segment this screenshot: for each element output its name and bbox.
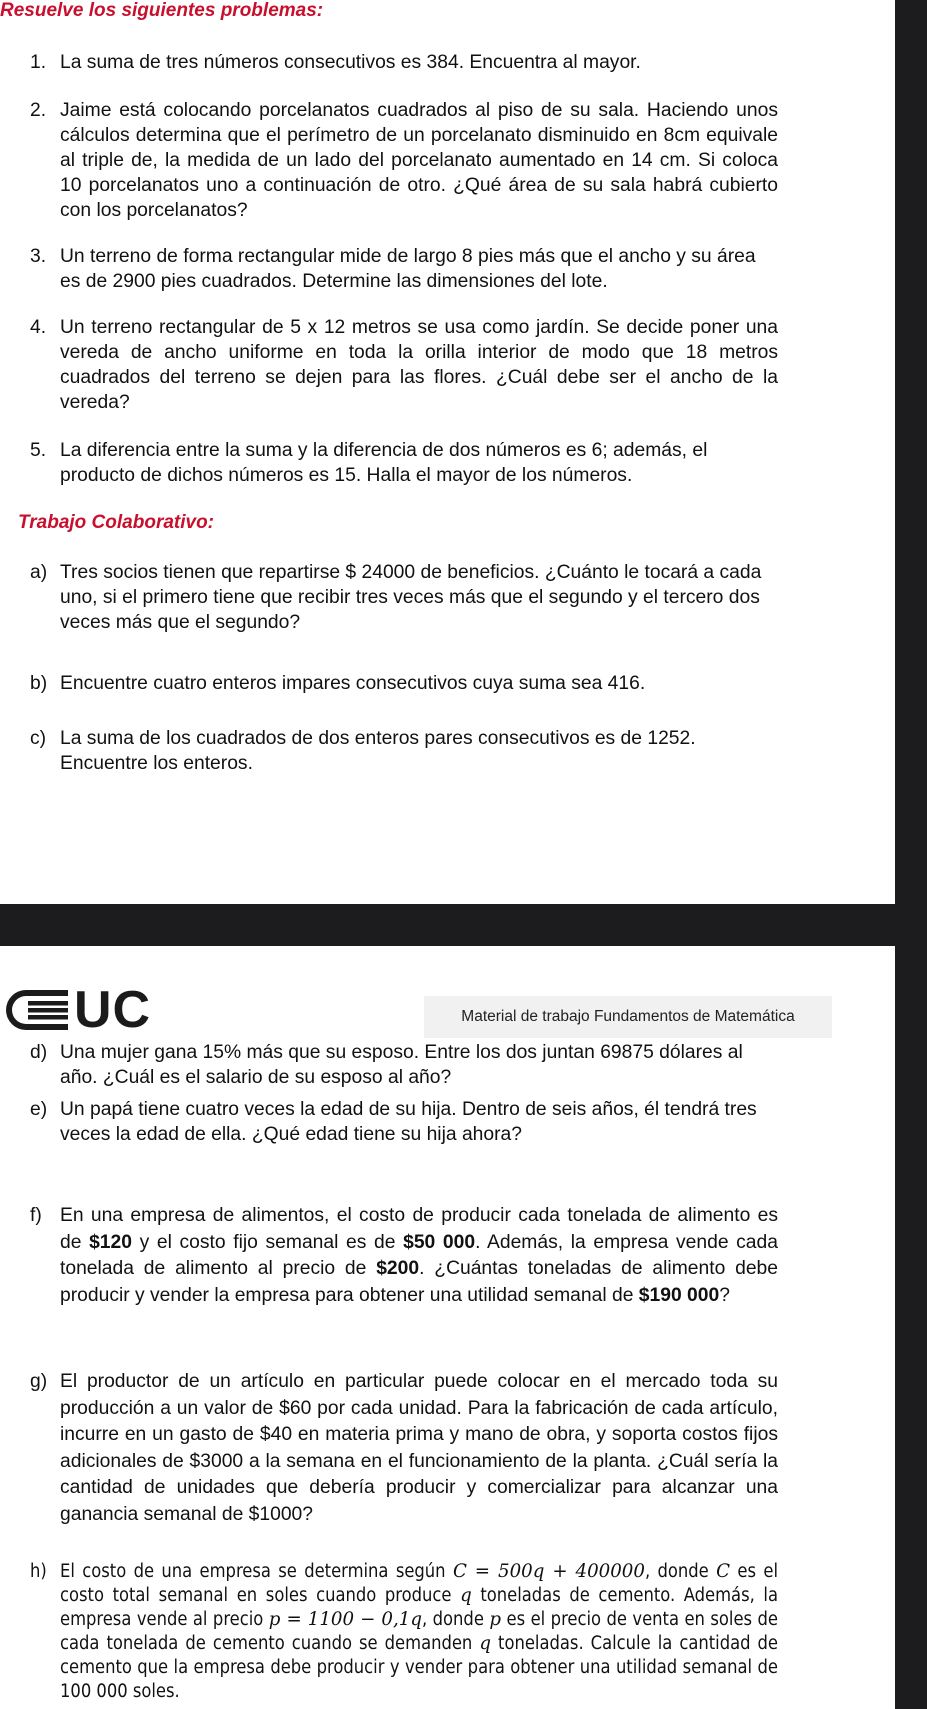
problem-text: El productor de un artículo en particular puede colocar en el mercado toda su producción a un valor de $60 por cada unidad. Para la fabricación de cada artículo, incurre en un gasto de $40 en materia prima y mano de obra, y soporta costos fijos adicionales de $3000 a la semana en el funcionamiento de la planta. ¿Cuál sería la cantidad de unidades que debería producir y comercializar para alcanzar una ganancia semanal de $1000? [60,1371,778,1525]
problem-4 [30,315,778,415]
price-formula: p = 1100 − 0,1q [268,1609,422,1630]
problem-5 [30,438,778,488]
problem-label: d) [30,1042,48,1063]
problem-text-part: toneladas de cemento. Además, la empresa vende al precio [60,1585,779,1630]
problem-b [30,671,778,696]
problem-a [30,560,778,635]
problem-label: f) [30,1205,42,1226]
problem-text: La suma de los cuadrados de dos enteros pares consecutivos es de 1252. Encuentre los enteros. [60,728,696,774]
problem-text-part: ? [719,1284,730,1306]
problem-label: a) [30,562,48,583]
problem-label: 4. [30,317,47,338]
problem-text: Un terreno de forma rectangular mide de largo 8 pies más que el ancho y su área es de 2900 pies cuadrados. Determine las dimensiones del lote. [60,246,756,292]
problem-label: b) [30,673,48,694]
problem-text-part: . ¿Cuántas toneladas de alimento debe producir y vender la empresa para obtener una utilidad semanal de [60,1258,778,1306]
target-profit-value: $190 000 [638,1284,720,1306]
uc-logo-icon [4,988,70,1032]
section-title-problems: Resuelve los siguientes problemas: [0,0,324,21]
problem-3 [30,244,778,294]
problem-text-part: En una empresa de alimentos, el costo de producir cada tonelada de alimento es de [60,1205,778,1253]
problem-text: La diferencia entre la suma y la diferencia de dos números es 6; además, el producto de dichos números es 15. Halla el mayor de los números. [60,440,708,486]
right-edge-bar [895,0,927,1709]
problem-text: Un papá tiene cuatro veces la edad de su hija. Dentro de seis años, él tendrá tres veces la edad de ella. ¿Qué edad tiene su hija ahora? [60,1099,757,1145]
problem-text-part: . Además, la empresa vende cada tonelada de alimento al precio de [60,1231,778,1279]
problem-f [30,1203,778,1309]
problem-g [30,1369,778,1528]
problem-h [30,1560,779,1704]
uc-logo-text: UC [74,981,152,1039]
problem-label: h) [30,1561,47,1582]
cost-formula: C = 500q + 400000 [452,1561,645,1582]
problem-text: Encuentre cuatro enteros impares consecutivos cuya suma sea 416. [60,673,646,694]
problem-text-part: toneladas. Calcule la cantidad de cemento que la empresa debe producir y vender para obtener una utilidad semanal de 100 000 soles. [60,1633,779,1702]
uc-logo [4,980,151,1040]
problem-text-part: es el costo total semanal en soles cuando produce [60,1561,778,1606]
math-var-c: C [716,1561,731,1582]
problem-text-part: , donde [421,1609,490,1630]
problem-e [30,1097,778,1147]
problem-text: La suma de tres números consecutivos es 384. Encuentra al mayor. [60,52,641,73]
problem-text-part: es el precio de venta en soles de cada tonelada de cemento cuando se demanden [60,1609,778,1654]
problem-2 [30,98,778,223]
section-title-collaborative: Trabajo Colaborativo: [18,512,215,533]
problem-label: e) [30,1099,48,1120]
math-var-q: q [460,1585,472,1606]
problem-c [30,726,778,776]
problem-1 [30,50,778,75]
math-var-q: q [479,1633,492,1654]
price-per-ton-value: $200 [376,1258,420,1279]
problem-label: 5. [30,440,47,461]
cost-per-ton-value: $120 [89,1231,132,1253]
problem-text: Un terreno rectangular de 5 x 12 metros se usa como jardín. Se decide poner una vereda de ancho uniforme en toda la orilla interior de modo que 18 metros cuadrados del terreno se dejen para las flores. ¿Cuál debe ser el ancho de la vereda? [60,317,778,413]
problem-text-part: y el costo fijo semanal es de [131,1231,404,1253]
fixed-cost-value: $50 000 [403,1231,476,1253]
problem-text-part: , donde [644,1561,717,1582]
problem-label: g) [30,1371,48,1392]
page-break-band [0,904,927,946]
problem-text: Una mujer gana 15% más que su esposo. Entre los dos juntan 69875 dólares al año. ¿Cuál es el salario de su esposo al año? [60,1042,743,1088]
problem-label: 3. [30,246,47,267]
problem-label: c) [30,728,47,749]
problem-d [30,1040,778,1090]
problem-label: 1. [30,52,47,73]
problem-text: Tres socios tienen que repartirse $ 24000 de beneficios. ¿Cuánto le tocará a cada uno, si el primero tiene que recibir tres veces más que el segundo y el tercero dos veces más que el segundo? [60,562,762,633]
problem-text-part: El costo de una empresa se determina según [60,1561,453,1582]
math-var-p: p [489,1609,502,1630]
problem-text: Jaime está colocando porcelanatos cuadrados al piso de su sala. Haciendo unos cálculos determina que el perímetro de un porcelanato disminuido en 8cm equivale al triple de, la medida de un lado del porcelanato aumentado en 14 cm. Si coloca 10 porcelanatos uno a continuación de otro. ¿Qué área de su sala habrá cubierto con los porcelanatos? [60,100,778,221]
material-label: Material de trabajo Fundamentos de Matemática [424,996,832,1038]
problem-label: 2. [30,100,47,121]
